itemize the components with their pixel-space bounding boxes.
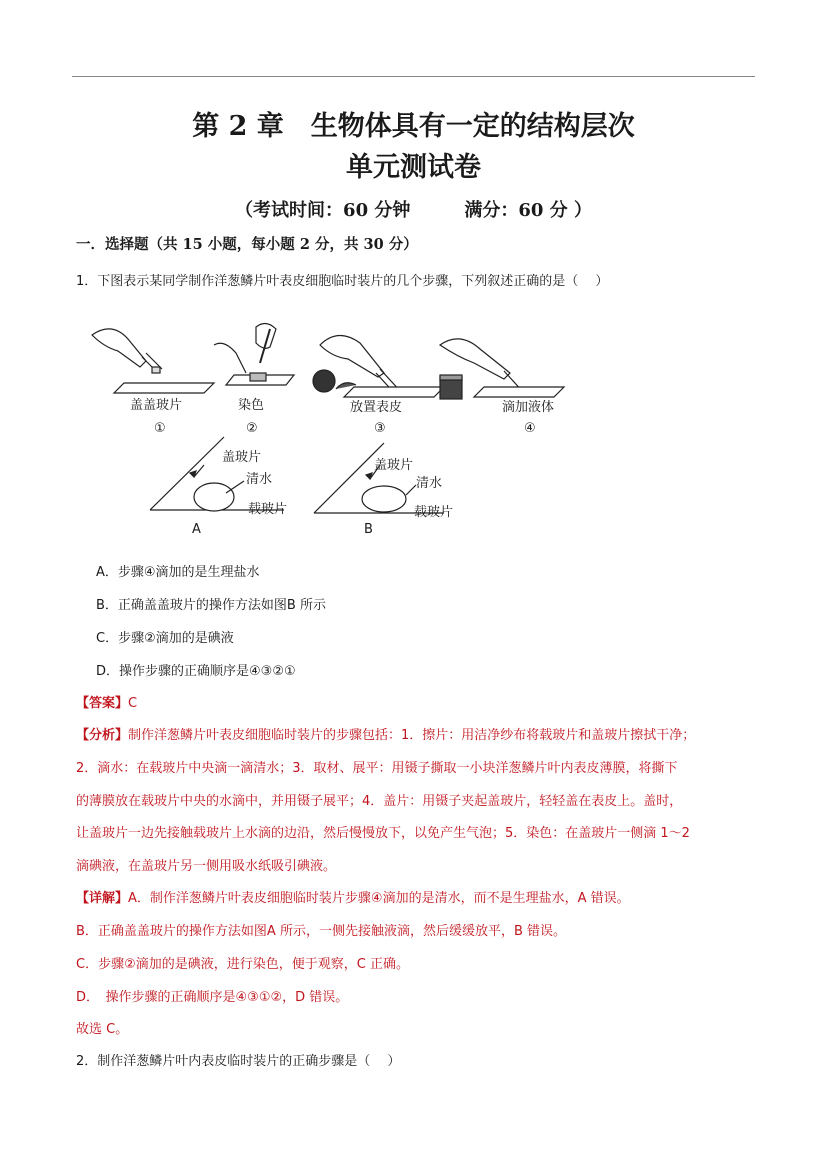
chapter-title: 第 2 章 生物体具有一定的结构层次	[192, 111, 635, 142]
detail-line-3: C．步骤②滴加的是碘液，进行染色，便于观察，C 正确。	[76, 957, 409, 972]
step1-illustration	[92, 329, 214, 393]
analysis-line-3: 的薄膜放在载玻片中央的水滴中，并用镊子展平；4．盖片：用镊子夹起盖玻片，轻轻盖在表皮上。盖时，	[76, 794, 683, 809]
detail-tag: 【详解】	[76, 891, 129, 906]
diagram-b-letter: B	[364, 522, 373, 537]
question-2-stem: 2．制作洋葱鳞片叶内表皮临时装片的正确步骤是（ ）	[76, 1054, 401, 1069]
detail-text-1: A．制作洋葱鳞片叶表皮细胞临时装片步骤④滴加的是清水，而不是生理盐水，A 错误。	[128, 891, 630, 906]
analysis-line-2: 2．滴水：在载玻片中央滴一滴清水；3．取材、展平：用镊子撕取一小块洋葱鳞片叶内表皮薄膜，将撕下	[76, 761, 678, 776]
option-c: C．步骤②滴加的是碘液	[96, 631, 234, 646]
answer-line	[76, 692, 137, 711]
step2-num: ②	[246, 421, 258, 436]
step4-label: 滴加液体	[502, 400, 555, 415]
diagram-a-slide-label: 载玻片	[248, 502, 288, 517]
step2-label: 染色	[238, 398, 265, 413]
diagram-a-letter: A	[192, 522, 201, 537]
detail-line-5: 故选 C。	[76, 1022, 129, 1037]
analysis-tag: 【分析】	[76, 728, 129, 743]
step4-illustration	[440, 339, 564, 399]
diagram-b-slide-label: 载玻片	[414, 505, 454, 520]
step2-illustration	[214, 323, 294, 385]
step3-label: 放置表皮	[350, 400, 403, 415]
analysis-line-1	[76, 724, 695, 743]
step3-num: ③	[374, 421, 386, 436]
test-title: 单元测试卷	[346, 152, 481, 183]
analysis-line-5: 滴碘液，在盖玻片另一侧用吸水纸吸引碘液。	[76, 859, 337, 874]
answer-value: C	[128, 696, 138, 711]
option-a: A．步骤④滴加的是生理盐水	[96, 565, 260, 580]
analysis-text-1: 制作洋葱鳞片叶表皮细胞临时装片的步骤包括：1．擦片：用洁净纱布将载玻片和盖玻片擦拭干净；	[128, 728, 696, 743]
diagram-b-water-label: 清水	[416, 476, 443, 491]
step1-num: ①	[154, 421, 166, 436]
top-rule	[72, 76, 755, 77]
diagram-a-water-label: 清水	[246, 472, 273, 487]
question-1-stem: 1．下图表示某同学制作洋葱鳞片叶表皮细胞临时装片的几个步骤，下列叙述正确的是（ ）	[76, 274, 609, 289]
step3-illustration	[313, 335, 444, 397]
answer-tag: 【答案】	[76, 696, 129, 711]
detail-line-2: B．正确盖盖玻片的操作方法如图A 所示，一侧先接触液滴，然后缓缓放平，B 错误。	[76, 924, 566, 939]
step1-label: 盖盖玻片	[130, 398, 183, 413]
diagram-a-cover-label: 盖玻片	[222, 450, 262, 465]
option-d: D．操作步骤的正确顺序是④③②①	[96, 664, 296, 679]
analysis-line-4: 让盖玻片一边先接触载玻片上水滴的边沿，然后慢慢放下，以免产生气泡；5．染色：在盖玻片一侧滴 1～2	[76, 826, 690, 841]
question-1-figure	[84, 315, 584, 540]
step4-num: ④	[524, 421, 536, 436]
detail-line-1	[76, 887, 630, 906]
detail-line-4: D． 操作步骤的正确顺序是④③①②，D 错误。	[76, 990, 349, 1005]
exam-info: （考试时间：60 分钟 满分：60 分 ）	[235, 200, 592, 221]
option-b: B．正确盖盖玻片的操作方法如图B 所示	[96, 598, 326, 613]
section-heading: 一．选择题（共 15 小题，每小题 2 分，共 30 分）	[76, 236, 418, 253]
diagram-b-cover-label: 盖玻片	[374, 458, 414, 473]
